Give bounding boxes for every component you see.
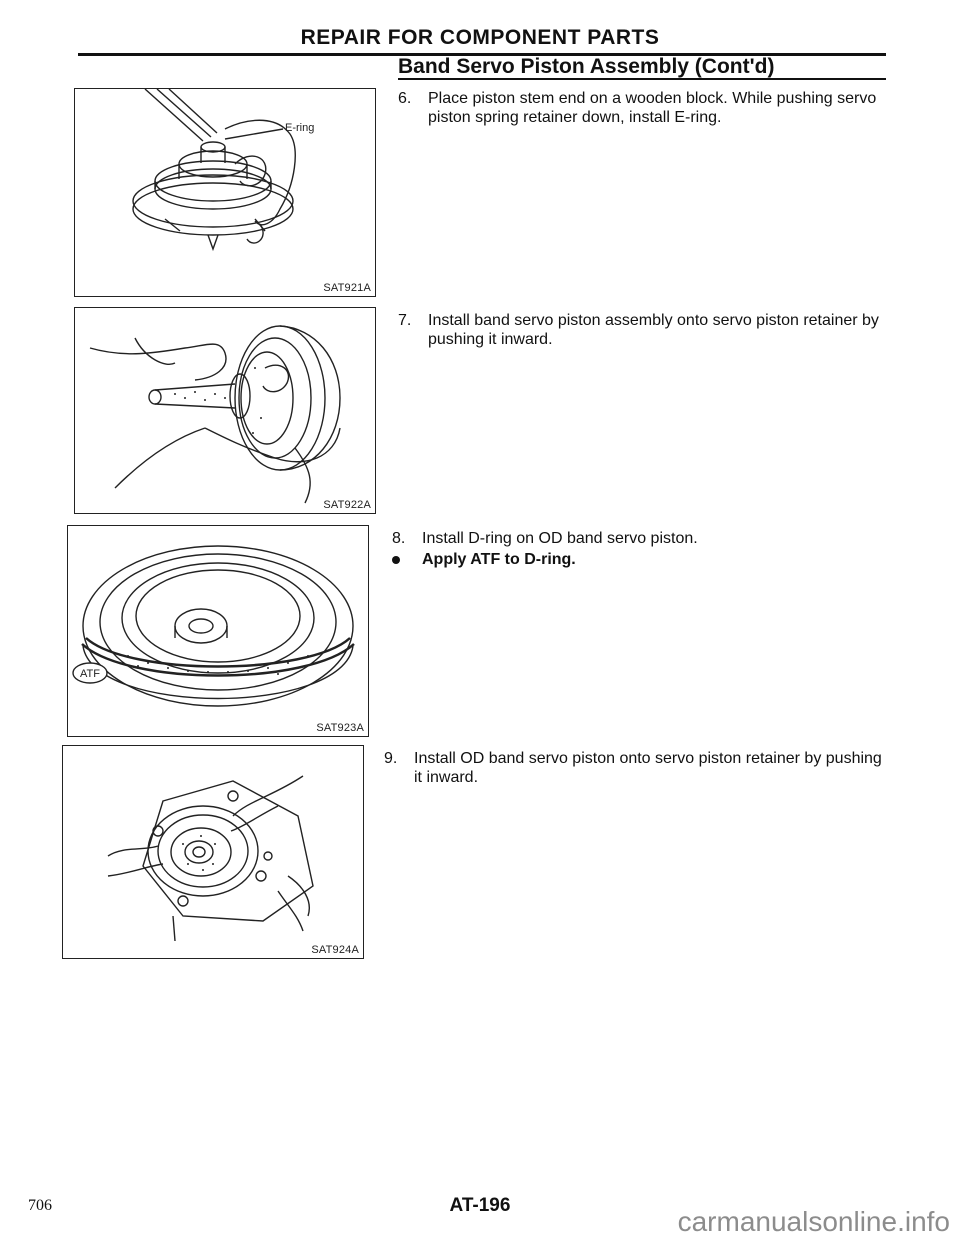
figure-code: SAT924A bbox=[311, 944, 359, 956]
side-page-number: 706 bbox=[28, 1197, 52, 1214]
figure-code: SAT923A bbox=[316, 722, 364, 734]
d-ring-illustration bbox=[68, 526, 368, 736]
step-text: Install D-ring on OD band servo piston. bbox=[422, 530, 698, 547]
piston-retainer-illustration bbox=[75, 308, 375, 513]
section-title: Band Servo Piston Assembly (Cont'd) bbox=[398, 55, 775, 78]
step-number: 7. bbox=[398, 312, 412, 329]
od-piston-illustration bbox=[63, 746, 363, 958]
step-text: Install OD band servo piston onto servo piston retainer by pushing it inward. bbox=[414, 750, 882, 786]
bullet-dot bbox=[392, 556, 400, 564]
page-number: AT-196 bbox=[449, 1195, 511, 1216]
figure-code: SAT922A bbox=[323, 499, 371, 511]
figure-code: SAT921A bbox=[323, 282, 371, 294]
section-rule bbox=[398, 78, 886, 80]
figure-e-ring bbox=[74, 88, 376, 297]
figure-d-ring bbox=[67, 525, 369, 737]
step-text: Place piston stem end on a wooden block. While pushing servo piston spring retainer down, install E-ring. bbox=[428, 90, 877, 126]
step-text: Install band servo piston assembly onto servo piston retainer by pushing it inward. bbox=[428, 312, 879, 348]
step-number: 8. bbox=[392, 530, 406, 547]
e-ring-illustration bbox=[75, 89, 375, 296]
step-number: 6. bbox=[398, 90, 412, 107]
bullet-text: Apply ATF to D-ring. bbox=[422, 551, 576, 568]
figure-od-piston bbox=[62, 745, 364, 959]
figure-piston-retainer bbox=[74, 307, 376, 514]
e-ring-label: E-ring bbox=[285, 122, 315, 134]
atf-label: ATF bbox=[80, 668, 100, 680]
watermark: carmanualsonline.info bbox=[677, 1206, 950, 1237]
step-number: 9. bbox=[384, 750, 398, 767]
page-header: REPAIR FOR COMPONENT PARTS bbox=[300, 26, 660, 49]
